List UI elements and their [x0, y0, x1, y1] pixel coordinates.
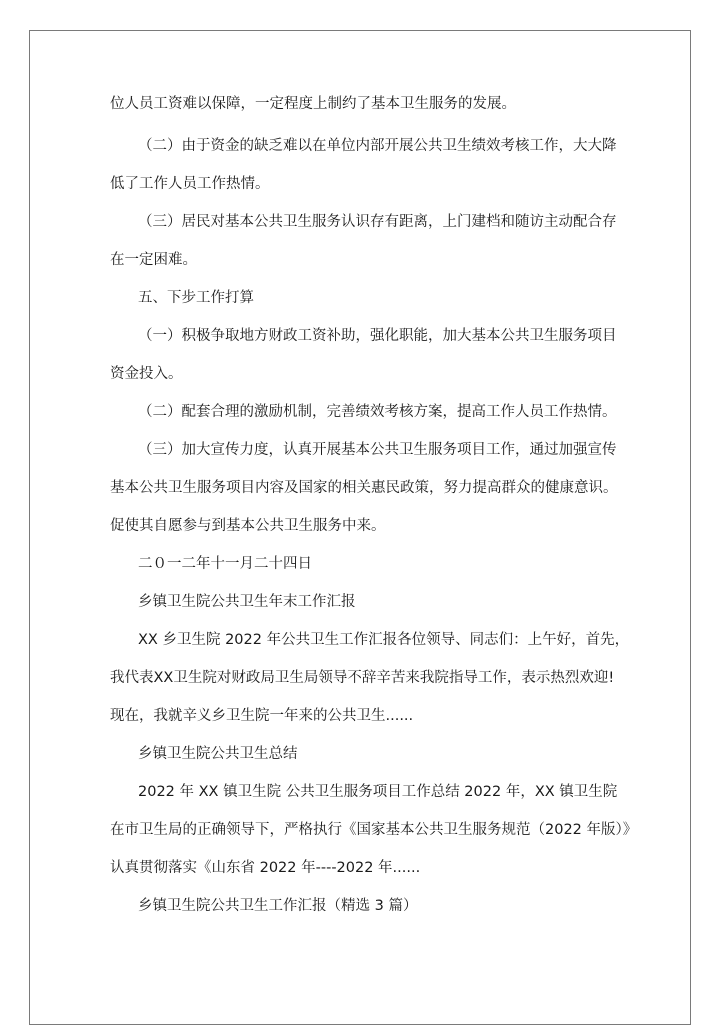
related-title: 乡镇卫生院公共卫生年末工作汇报 — [138, 594, 356, 610]
text-line: 基本公共卫生服务项目内容及国家的相关惠民政策，努力提高群众的健康意识。 — [110, 480, 618, 496]
text-line: 认真贯彻落实《山东省 2022 年----2022 年...... — [110, 860, 421, 876]
text-line: （二）由于资金的缺乏难以在单位内部开展公共卫生绩效考核工作，大大降 — [138, 138, 617, 154]
related-title: 乡镇卫生院公共卫生总结 — [138, 746, 298, 762]
text-line: 资金投入。 — [110, 366, 183, 382]
text-line: 2022 年 XX 镇卫生院 公共卫生服务项目工作总结 2022 年，XX 镇卫生院 — [138, 784, 618, 800]
text-line: （一）积极争取地方财政工资补助，强化职能，加大基本公共卫生服务项目 — [138, 328, 617, 344]
text-line: （二）配套合理的激励机制，完善绩效考核方案，提高工作人员工作热情。 — [138, 404, 617, 420]
text-line: XX 乡卫生院 2022 年公共卫生工作汇报各位领导、同志们：上午好，首先， — [138, 632, 630, 648]
text-line: 低了工作人员工作热情。 — [110, 176, 270, 192]
text-line: 位人员工资难以保障，一定程度上制约了基本卫生服务的发展。 — [110, 96, 516, 112]
text-line: 现在，我就辛义乡卫生院一年来的公共卫生...... — [110, 708, 414, 724]
text-line: 我代表XX卫生院对财政局卫生局领导不辞辛苦来我院指导工作，表示热烈欢迎! — [110, 670, 615, 686]
text-line: （三）加大宣传力度，认真开展基本公共卫生服务项目工作，通过加强宣传 — [138, 442, 617, 458]
text-line: 在一定困难。 — [110, 252, 197, 268]
related-title: 乡镇卫生院公共卫生工作汇报（精选 3 篇） — [138, 898, 418, 914]
section-heading: 五、下步工作打算 — [138, 290, 254, 306]
text-line: 促使其自愿参与到基本公共卫生服务中来。 — [110, 518, 386, 534]
text-line: （三）居民对基本公共卫生服务认识存有距离，上门建档和随访主动配合存 — [138, 214, 617, 230]
text-line: 在市卫生局的正确领导下，严格执行《国家基本公共卫生服务规范（2022 年版）》 — [110, 822, 638, 838]
date-line: 二０一二年十一月二十四日 — [138, 556, 312, 572]
